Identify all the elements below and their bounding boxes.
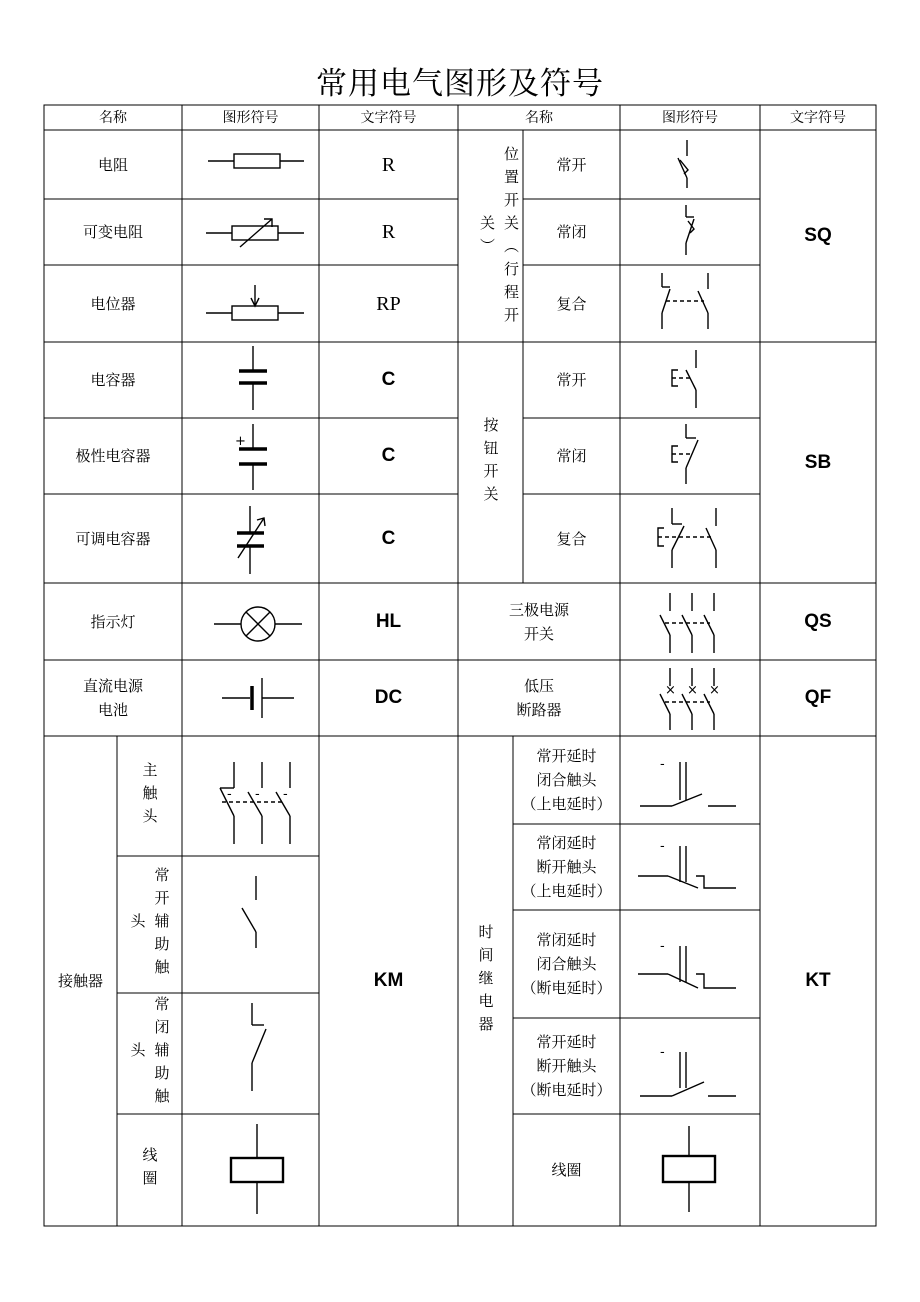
position-switch-no-symbol — [620, 130, 760, 199]
position-switch-nc-symbol — [620, 199, 760, 265]
lv-breaker-code: QF — [804, 687, 832, 708]
position-switch-compound-label: 复合 — [556, 294, 587, 313]
push-button-code: SB — [804, 451, 832, 473]
three-pole-switch-name-line2: 开关 — [523, 624, 554, 643]
position-switch-group: 位置开关（行程开关） — [478, 146, 520, 330]
dc-battery-symbol — [182, 660, 319, 736]
variable-resistor-code: R — [381, 221, 396, 243]
time-relay-no-delay-close-symbol — [620, 736, 760, 824]
resistor-code: R — [381, 153, 396, 176]
contactor-main-contact-label: 主触头 — [140, 761, 159, 831]
page-title: 常用电气图形及符号 — [316, 66, 604, 102]
potentiometer-name: 电位器 — [90, 294, 136, 313]
svg-text:-: - — [227, 787, 232, 802]
contactor-group: 接触器 — [57, 972, 103, 990]
contactor-no-aux-label: 常开辅助触头 — [128, 867, 171, 982]
adjustable-capacitor-name: 可调电容器 — [75, 529, 151, 548]
position-switch-no-label: 常开 — [556, 155, 587, 174]
svg-text:+: + — [235, 434, 246, 449]
variable-resistor-symbol — [182, 199, 319, 265]
header-code-left: 文字符号 — [360, 109, 417, 126]
contactor-code: KM — [373, 970, 404, 991]
capacitor-symbol — [182, 342, 319, 418]
label-line: （断电延时） — [521, 979, 612, 997]
lv-breaker-symbol — [620, 660, 760, 736]
label-line: 常开延时 — [536, 747, 597, 765]
label-line: 断开触头 — [536, 1057, 597, 1075]
push-button-nc-symbol — [620, 418, 760, 494]
header-name-right: 名称 — [525, 109, 553, 126]
time-relay-group: 时间继电器 — [476, 923, 495, 1039]
three-pole-switch-name-line1: 三极电源 — [508, 600, 569, 619]
contactor-coil-symbol — [182, 1114, 319, 1226]
dc-battery-name-line2: 电池 — [97, 701, 128, 719]
svg-text:-: - — [660, 1045, 665, 1060]
label-line: （上电延时） — [521, 795, 612, 813]
three-pole-switch-name — [458, 583, 620, 660]
time-relay-no-delay-open-label — [513, 1018, 620, 1114]
adjustable-capacitor-code: C — [381, 527, 396, 549]
svg-text:-: - — [660, 839, 665, 854]
label-line: （上电延时） — [521, 882, 612, 900]
time-relay-nc-delay-open-symbol — [620, 824, 760, 910]
adjustable-capacitor-symbol — [182, 494, 319, 583]
contactor-no-aux-symbol — [182, 856, 319, 993]
svg-text:×: × — [709, 683, 720, 698]
capacitor-code: C — [381, 369, 396, 390]
svg-text:-: - — [255, 787, 260, 802]
svg-text:×: × — [665, 683, 676, 698]
svg-text:-: - — [660, 939, 665, 954]
label-line: 常开延时 — [536, 1033, 597, 1051]
three-pole-switch-symbol — [620, 583, 760, 660]
time-relay-no-delay-open-symbol — [620, 1018, 760, 1114]
contactor-coil-label: 线圈 — [140, 1147, 159, 1193]
lv-breaker-name — [458, 660, 620, 736]
label-line: （断电延时） — [521, 1081, 612, 1099]
time-relay-nc-delay-open-label — [513, 824, 620, 910]
time-relay-coil-symbol — [620, 1114, 760, 1226]
push-button-no-symbol — [620, 342, 760, 418]
push-button-compound-label: 复合 — [556, 529, 587, 548]
time-relay-code: KT — [805, 970, 831, 991]
three-pole-switch-code: QS — [804, 610, 832, 632]
variable-resistor-name: 可变电阻 — [82, 223, 143, 241]
push-button-group: 按钮开关 — [481, 416, 500, 509]
potentiometer-symbol — [182, 265, 319, 342]
label-line: 常闭延时 — [536, 834, 597, 852]
header-code-right: 文字符号 — [790, 109, 846, 126]
header-graphic-left: 图形符号 — [222, 109, 279, 126]
push-button-no-label: 常开 — [556, 371, 587, 389]
resistor-symbol — [182, 130, 319, 199]
label-line: 断开触头 — [536, 858, 597, 876]
position-switch-nc-label: 常闭 — [556, 223, 587, 241]
indicator-lamp-symbol — [182, 583, 319, 660]
polar-capacitor-code: C — [381, 445, 396, 466]
dc-battery-name — [44, 660, 182, 736]
label-line: 闭合触头 — [536, 771, 597, 789]
header-graphic-right: 图形符号 — [662, 109, 718, 126]
dc-battery-code: DC — [374, 687, 403, 708]
potentiometer-code: RP — [376, 292, 401, 315]
contactor-nc-aux-symbol — [182, 993, 319, 1114]
push-button-nc-label: 常闭 — [556, 447, 587, 465]
svg-text:-: - — [283, 787, 288, 802]
svg-text:×: × — [687, 683, 698, 698]
dc-battery-name-line1: 直流电源 — [82, 677, 143, 695]
lv-breaker-name-line2: 断路器 — [516, 701, 562, 719]
time-relay-nc-delay-close-symbol — [620, 910, 760, 1018]
polar-capacitor-symbol — [182, 418, 319, 494]
time-relay-coil-label: 线圈 — [551, 1161, 582, 1179]
polar-capacitor-name: 极性电容器 — [75, 447, 151, 465]
time-relay-no-delay-close-label — [513, 736, 620, 824]
contactor-nc-aux-label: 常闭辅助触头 — [128, 996, 171, 1111]
header-name-left: 名称 — [99, 109, 127, 126]
time-relay-nc-delay-close-label — [513, 910, 620, 1018]
push-button-compound-symbol — [620, 494, 760, 583]
position-switch-compound-symbol — [620, 265, 760, 342]
indicator-lamp-code: HL — [375, 610, 402, 632]
label-line: 常闭延时 — [536, 931, 597, 949]
lv-breaker-name-line1: 低压 — [523, 677, 554, 695]
capacitor-name: 电容器 — [90, 371, 136, 389]
contactor-main-contact-symbol — [182, 736, 319, 856]
indicator-lamp-name: 指示灯 — [90, 612, 136, 631]
svg-text:-: - — [660, 757, 665, 772]
resistor-name: 电阻 — [97, 155, 128, 174]
position-switch-code: SQ — [804, 225, 832, 246]
label-line: 闭合触头 — [536, 955, 597, 973]
